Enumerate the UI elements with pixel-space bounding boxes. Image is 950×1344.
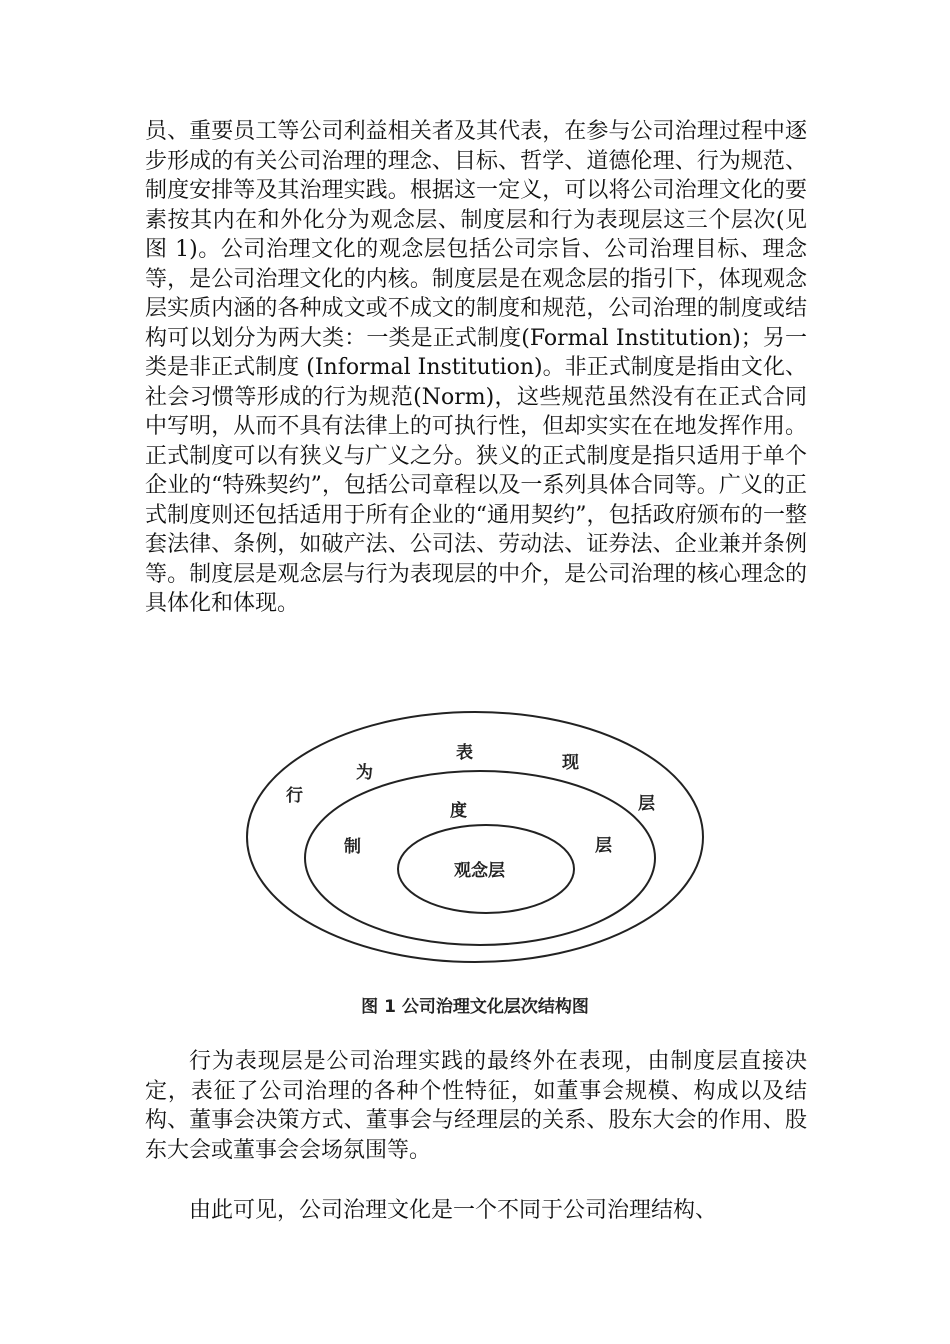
middle-char-du: 度 bbox=[450, 801, 467, 821]
paragraph-governance-culture-definition: 员、重要员工等公司利益相关者及其代表，在参与公司治理过程中逐步形成的有关公司治理的理念、目标、哲学、道德伦理、行为规范、制度安排等及其治理实践。根据这一定义，可以将公司治理文化的要素按其内在和外化分为观念层、制度层和行为表现层这三个层次(见图 1)。公司治理文化的观念层包括公司宗旨、公司治理目标、理念等，是公司治理文化的内核。制度层是在观念层的指引下，体现观念层实质内涵的各种成文或不成文的制度和规范，公司治理的制度或结构可以划分为两大类：一类是正式制度(Formal Institution)；另一类是非正式制度 (Informal Institution)。非正式制度是指由文化、社会习惯等形成的行为规范(Norm)，这些规范虽然没有在正式合同中写明，从而不具有法律上的可执行性，但却实实在在地发挥作用。正式制度可以有狭义与广义之分。狭义的正式制度是指只适用于单个企业的“特殊契约”，包括公司章程以及一系列具体合同等。广义的正式制度则还包括适用于所有企业的“通用契约”，包括政府颁布的一整套法律、条例，如破产法、公司法、劳动法、证券法、企业兼并条例等。制度层是观念层与行为表现层的中介，是公司治理的核心理念的具体化和体现。 bbox=[145, 119, 807, 616]
paragraph-behavior-layer: 行为表现层是公司治理实践的最终外在表现，由制度层直接决定，表征了公司治理的各种个性特征，如董事会规模、构成以及结构、董事会决策方式、董事会与经理层的关系、股东大会的作用、股东大会或董事会会场氛围等。 bbox=[145, 1049, 807, 1163]
paragraph-conclusion-start: 由此可见，公司治理文化是一个不同于公司治理结构、 bbox=[189, 1198, 718, 1223]
middle-ellipse-institution-layer bbox=[305, 771, 655, 945]
middle-char-ceng: 层 bbox=[595, 836, 612, 856]
outer-char-biao: 表 bbox=[456, 743, 473, 763]
middle-char-zhi: 制 bbox=[344, 837, 361, 857]
figure-layer-diagram bbox=[240, 706, 710, 968]
outer-char-wei: 为 bbox=[356, 763, 373, 783]
outer-char-ceng: 层 bbox=[638, 794, 655, 814]
outer-ellipse-behavior-layer bbox=[247, 712, 703, 962]
outer-char-xian: 现 bbox=[562, 753, 579, 773]
inner-label-concept-layer: 观念层 bbox=[454, 861, 505, 881]
figure-caption: 图 1 公司治理文化层次结构图 bbox=[361, 997, 589, 1017]
layer-diagram-svg bbox=[240, 706, 710, 968]
outer-char-xing: 行 bbox=[286, 786, 303, 806]
